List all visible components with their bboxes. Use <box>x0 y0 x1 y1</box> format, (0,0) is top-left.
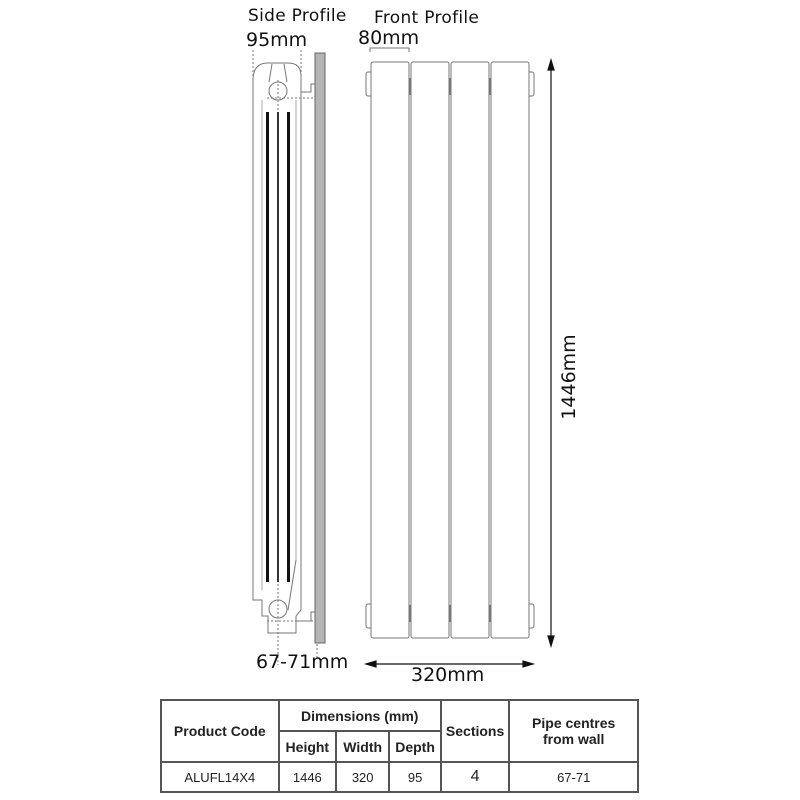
cell-product-code: ALUFL14X4 <box>161 762 279 792</box>
cell-pipe-centres: 67-71 <box>509 762 638 792</box>
header-sections: Sections <box>441 700 510 762</box>
front-profile-title: Front Profile <box>374 8 480 28</box>
pipe-centres-label: 67-71mm <box>256 651 349 673</box>
cell-width: 320 <box>336 762 389 792</box>
front-profile-drawing <box>366 48 534 638</box>
side-profile-title: Side Profile <box>248 6 347 26</box>
header-product-code: Product Code <box>161 700 279 762</box>
side-profile-fins <box>266 112 290 582</box>
header-pipe-centres: Pipe centres from wall <box>509 700 638 762</box>
cell-height: 1446 <box>279 762 336 792</box>
header-dimensions: Dimensions (mm) <box>279 700 441 731</box>
height-dimension-label: 1446mm <box>558 334 580 420</box>
height-dimension-arrow <box>548 60 554 646</box>
width-dimension-label: 320mm <box>411 664 485 686</box>
cell-sections: 4 <box>441 762 510 792</box>
header-height: Height <box>279 731 336 762</box>
header-depth: Depth <box>389 731 440 762</box>
table-row <box>161 762 638 792</box>
section-width-label: 80mm <box>358 27 420 49</box>
depth-dimension-label: 95mm <box>246 29 308 51</box>
cell-depth: 95 <box>389 762 440 792</box>
spec-table <box>160 699 639 793</box>
wall <box>315 53 325 643</box>
header-width: Width <box>336 731 389 762</box>
